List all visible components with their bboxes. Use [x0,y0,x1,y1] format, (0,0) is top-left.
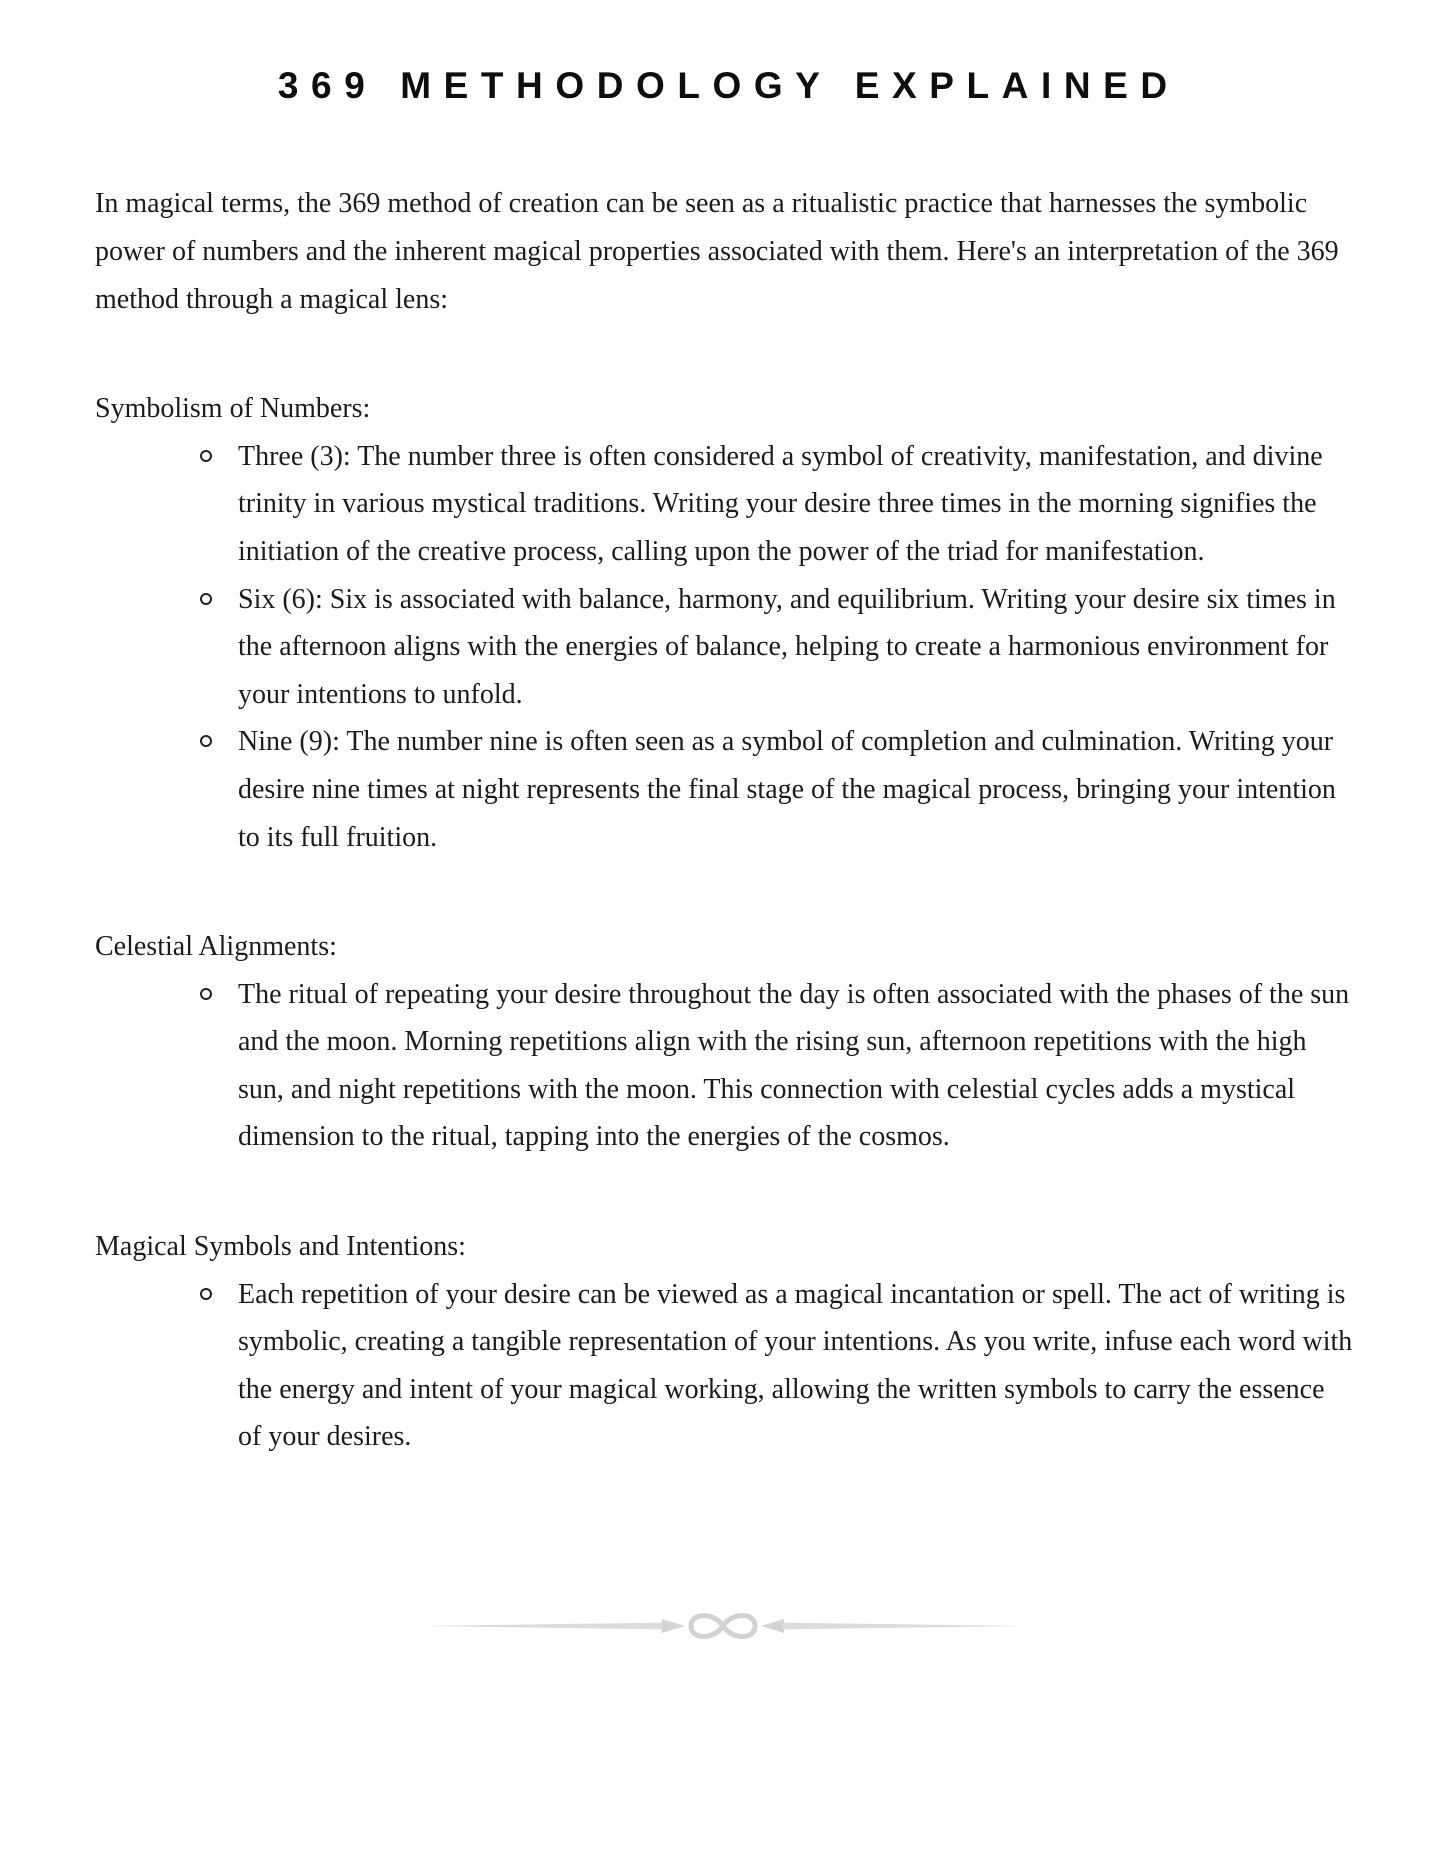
bullet-text: Six (6): Six is associated with balance, harmony, and equilibrium. Writing your desire six times in the afternoon aligns with the energies of balance, helping to create a harmonious environment for your intentions to unfold. [238,583,1336,710]
section-heading: Symbolism of Numbers: [95,393,371,425]
bullet-text: Nine (9): The number nine is often seen as a symbol of completion and culmination. Writing your desire nine times at night represents the final stage of the magical process, bringing your intention to its full fruition. [238,726,1336,853]
list-item [200,1271,1353,1461]
infinity-divider-icon [423,1604,1023,1648]
circle-bullet-icon [200,988,212,1000]
footer-divider [423,1604,1023,1648]
bullet-text: Three (3): The number three is often considered a symbol of creativity, manifestation, and divine trinity in various mystical traditions. Writing your desire three times in the morning signifies the initiation of the creative process, calling upon the power of the triad for manifestation. [238,440,1323,567]
bullet-list [95,1271,1353,1461]
list-item [200,576,1353,719]
section-celestial-alignments [95,923,1353,1161]
list-item [200,718,1353,861]
bullet-list [95,433,1353,861]
circle-bullet-icon [200,450,212,462]
section-heading: Celestial Alignments: [95,931,337,963]
section-heading: Magical Symbols and Intentions: [95,1231,466,1263]
page-title: 369 METHODOLOGY EXPLAINED [277,65,1180,106]
bullet-text: Each repetition of your desire can be viewed as a magical incantation or spell. The act of writing is symbolic, creating a tangible representation of your intentions. As you write, infuse each word with the energy and intent of your magical working, allowing the written symbols to carry the essence of your desires. [238,1278,1353,1453]
list-item [200,433,1353,576]
list-item [200,971,1353,1161]
bullet-text: The ritual of repeating your desire throughout the day is often associated with the phases of the sun and the moon. Morning repetitions align with the rising sun, afternoon repetitions with the high sun, and night repetitions with the moon. This connection with celestial cycles adds a mystical dimension to the ritual, tapping into the energies of the cosmos. [238,978,1350,1153]
bullet-list [95,971,1353,1161]
circle-bullet-icon [200,1288,212,1300]
document-body [0,180,1445,1461]
circle-bullet-icon [200,593,212,605]
section-symbolism-of-numbers [95,385,1353,861]
circle-bullet-icon [200,735,212,747]
section-magical-symbols-and-intentions [95,1223,1353,1461]
intro-paragraph: In magical terms, the 369 method of creation can be seen as a ritualistic practice that harnesses the symbolic power of numbers and the inherent magical properties associated with them. Here's an interpretation of the 369 method through a magical lens: [95,188,1339,315]
